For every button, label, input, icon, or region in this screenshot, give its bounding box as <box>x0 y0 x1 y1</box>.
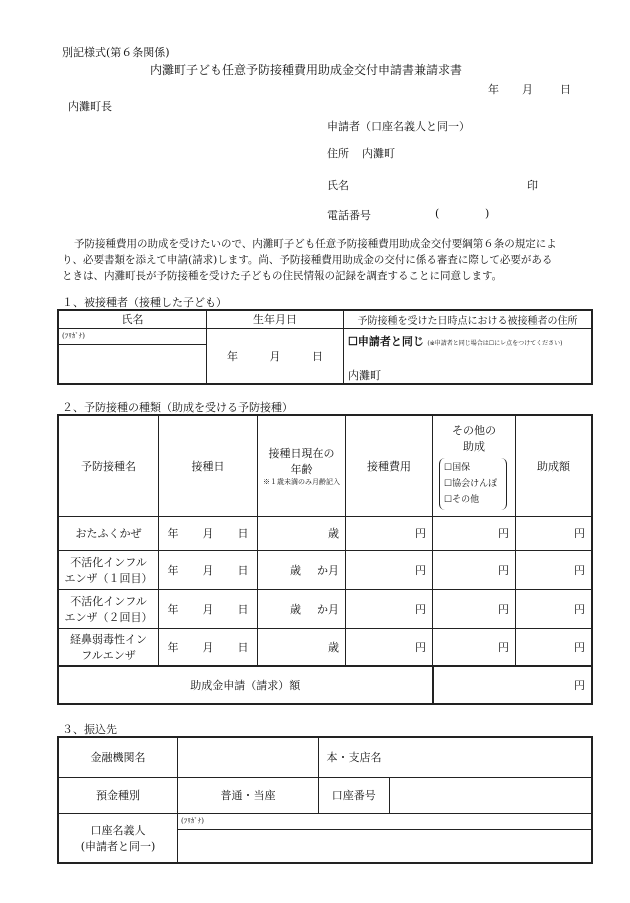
col-age-note: ※１歳未満のみ月齢記入 <box>263 477 340 486</box>
addressee: 内灘町長 <box>68 100 112 113</box>
deposit-type-label: 預金種別 <box>58 777 178 813</box>
option-kyokai-kenpo[interactable]: ☐協会けんぽ <box>444 478 498 489</box>
address-field[interactable]: 内灘町 <box>362 147 395 160</box>
vaccine-cost[interactable]: 円 <box>346 628 433 666</box>
same-as-applicant-checkbox[interactable]: ☐申請者と同じ <box>348 334 424 348</box>
vaccine-other[interactable]: 円 <box>433 628 516 666</box>
phone-label: 電話番号 <box>327 209 371 222</box>
col-address-header: 予防接種を受けた日時点における被接種者の住所 <box>344 310 593 328</box>
address-label: 住所 <box>327 147 349 160</box>
account-number-field[interactable] <box>389 777 592 813</box>
vaccine-amount[interactable]: 円 <box>516 516 593 550</box>
vaccine-age[interactable]: 歳 <box>258 516 346 550</box>
branch-field[interactable] <box>389 737 592 777</box>
vaccine-amount[interactable]: 円 <box>516 628 593 666</box>
account-holder-label: 口座名義人 (申請者と同一) <box>58 813 178 863</box>
col-amount-header: 助成額 <box>516 415 593 516</box>
col-vaccine-header: 予防接種名 <box>58 415 159 516</box>
intro-line-2: り、必要書類を添えて申請(請求)します。尚、予防接種費用助成金の交付に係る審査に際して必要がある <box>62 254 553 266</box>
option-kokuho[interactable]: ☐国保 <box>444 462 471 473</box>
branch-label: 本・支店名 <box>319 737 390 777</box>
vaccine-amount[interactable]: 円 <box>516 550 593 589</box>
vaccine-date[interactable]: 年 月 日 <box>159 550 258 589</box>
vaccine-name: おたふくかぜ <box>58 516 159 550</box>
col-name-header: 氏名 <box>58 310 207 328</box>
col-date-header: 接種日 <box>159 415 258 516</box>
option-other[interactable]: ☐その他 <box>444 494 480 505</box>
vaccine-row <box>58 628 592 666</box>
recipient-name-cell[interactable] <box>58 328 207 384</box>
vaccine-row <box>58 589 592 628</box>
vaccine-cost[interactable]: 円 <box>346 516 433 550</box>
vaccine-age[interactable]: 歳 か月 <box>258 589 346 628</box>
col-birth-header: 生年月日 <box>207 310 344 328</box>
vaccine-name: 経鼻弱毒性イン フルエンザ <box>58 628 159 666</box>
intro-line-3: ときは、内灘町長が予防接種を受けた子どもの住民情報の記録を調査することに同意します。 <box>62 270 503 282</box>
section1-heading: １、被接種者（接種した子ども） <box>62 296 227 309</box>
col-other-line1: その他の <box>452 423 496 437</box>
birth-year: 年 <box>227 349 238 363</box>
deposit-type-value[interactable]: 普通・当座 <box>178 777 319 813</box>
name-label: 氏名 <box>327 179 349 192</box>
col-age-line1: 接種日現在の <box>268 446 335 460</box>
date-day[interactable]: 日 <box>560 83 571 96</box>
section3-heading: ３、振込先 <box>62 723 117 736</box>
vaccine-amount[interactable]: 円 <box>516 589 593 628</box>
bank-name-field[interactable] <box>178 737 319 777</box>
intro-line-1: 予防接種費用の助成を受けたいので、内灘町子ども任意予防接種費用助成金交付要綱第６条の規定によ <box>74 238 557 250</box>
seal-mark: 印 <box>527 179 538 192</box>
vaccination-table <box>57 414 593 705</box>
col-cost-header: 接種費用 <box>346 415 433 516</box>
applicant-label: 申請者（口座名義人と同一） <box>327 120 470 133</box>
section2-heading: ２、予防接種の種類（助成を受ける予防接種） <box>62 401 293 414</box>
same-note: (※申請者と同じ場合は☐にレ点をつけてください) <box>427 339 563 347</box>
vaccine-name: 不活化インフル エンザ（１回目） <box>58 550 159 589</box>
total-amount[interactable]: 円 <box>433 666 593 704</box>
vaccine-other[interactable]: 円 <box>433 516 516 550</box>
vaccine-age[interactable]: 歳 <box>258 628 346 666</box>
vaccine-other[interactable]: 円 <box>433 589 516 628</box>
total-label: 助成金申請（請求）額 <box>58 666 433 704</box>
vaccine-row <box>58 550 592 589</box>
recipient-address-cell[interactable] <box>344 328 593 384</box>
vaccine-cost[interactable]: 円 <box>346 589 433 628</box>
birth-date-cell[interactable] <box>207 328 344 384</box>
other-options-bracket <box>439 458 507 510</box>
vaccine-date[interactable]: 年 月 日 <box>159 516 258 550</box>
col-other-header <box>433 415 516 516</box>
date-month[interactable]: 月 <box>522 83 533 96</box>
vaccine-cost[interactable]: 円 <box>346 550 433 589</box>
account-holder-field[interactable] <box>178 813 593 863</box>
total-row <box>58 666 592 704</box>
date-year[interactable]: 年 <box>488 83 499 96</box>
vaccine-other[interactable]: 円 <box>433 550 516 589</box>
town-label: 内灘町 <box>348 368 381 382</box>
col-age-header <box>258 415 346 516</box>
vaccine-date[interactable]: 年 月 日 <box>159 589 258 628</box>
vaccine-age[interactable]: 歳 か月 <box>258 550 346 589</box>
holder-furigana-label: (ﾌﾘｶﾞﾅ) <box>178 814 591 830</box>
col-other-line2: 助成 <box>463 439 485 453</box>
birth-day: 日 <box>312 349 323 363</box>
vaccine-date[interactable]: 年 月 日 <box>159 628 258 666</box>
account-number-label: 口座番号 <box>319 777 390 813</box>
recipient-table <box>57 309 593 385</box>
vaccine-name: 不活化インフル エンザ（２回目） <box>58 589 159 628</box>
birth-month: 月 <box>269 349 281 363</box>
vaccine-row <box>58 516 592 550</box>
furigana-label: (ﾌﾘｶﾞﾅ) <box>59 329 206 345</box>
page-title: 内灘町子ども任意予防接種費用助成金交付申請書兼請求書 <box>150 63 463 77</box>
col-age-line2: 年齢 <box>290 462 313 476</box>
bank-name-label: 金融機関名 <box>58 737 178 777</box>
phone-paren-close: ) <box>485 207 490 220</box>
form-reference: 別記様式(第６条関係) <box>62 46 170 59</box>
bank-table <box>57 736 593 864</box>
phone-paren-open: ( <box>435 207 440 220</box>
